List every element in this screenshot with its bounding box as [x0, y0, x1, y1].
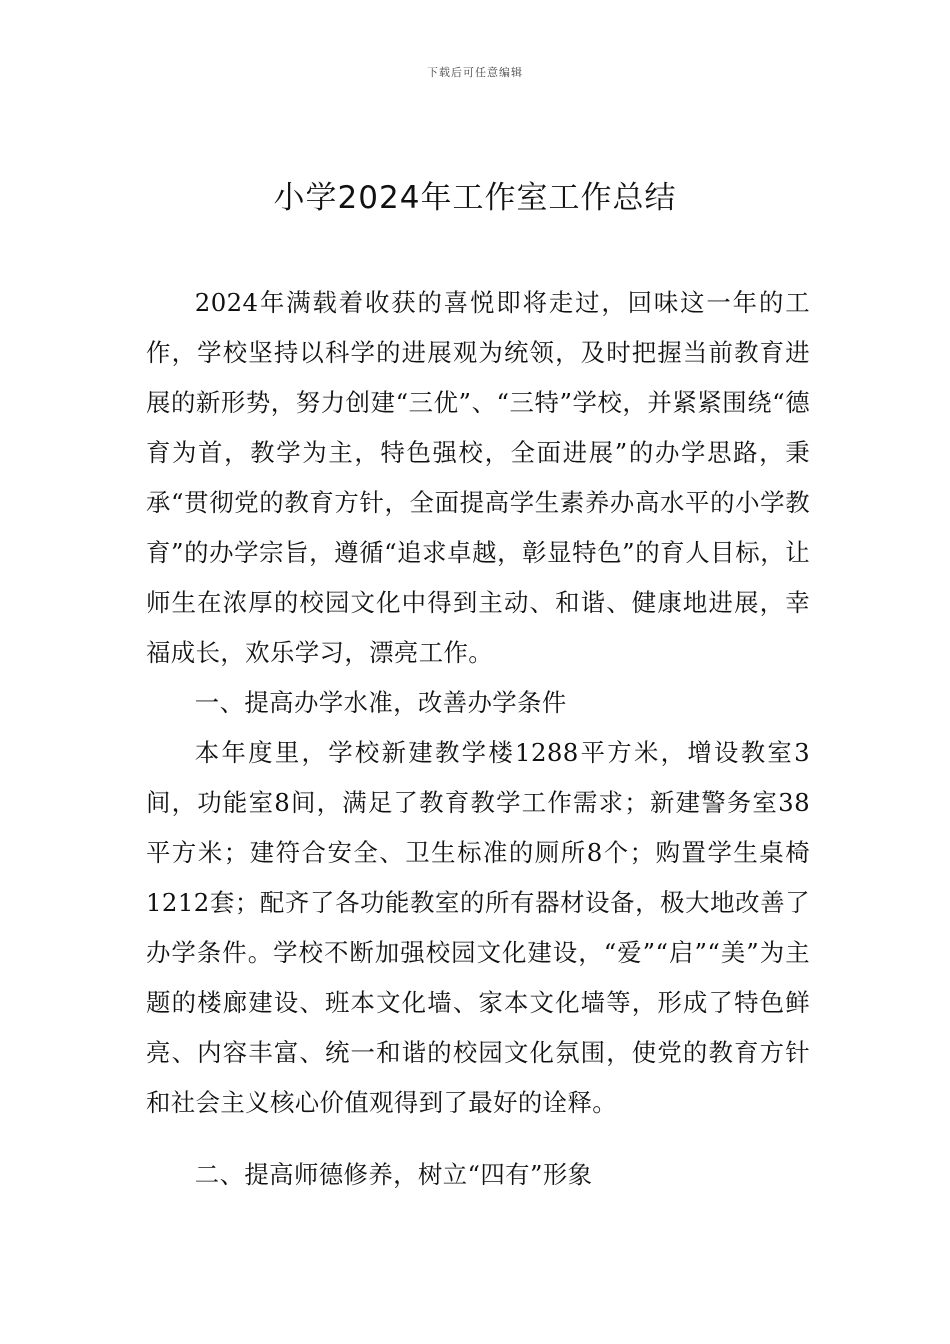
section-heading-1: 一、提高办学水准，改善办学条件: [194, 688, 567, 717]
document-body: [146, 278, 810, 1200]
paragraph-facilities: 本年度里，学校新建教学楼1288平方米，增设教室3间，功能室8间，满足了教育教学工作需求；新建警务室38平方米；建符合安全、卫生标准的厕所8个；购置学生桌椅1212套；配齐了各功能教室的所有器材设备，极大地改善了办学条件。学校不断加强校园文化建设，“爱”“启”“美”为主题的楼廊建设、班本文化墙、家本文化墙等，形成了特色鲜亮、内容丰富、统一和谐的校园文化氛围，使党的教育方针和社会主义核心价值观得到了最好的诠释。: [146, 738, 810, 1117]
document-title: 小学2024年工作室工作总结: [273, 180, 677, 216]
section-heading-2: 二、提高师德修养，树立“四有”形象: [194, 1160, 593, 1189]
paragraph-intro: 2024年满载着收获的喜悦即将走过，回味这一年的工作，学校坚持以科学的进展观为统领，及时把握当前教育进展的新形势，努力创建“三优”、“三特”学校，并紧紧围绕“德育为首，教学为主，特色强校，全面进展”的办学思路，秉承“贯彻党的教育方针，全面提高学生素养办高水平的小学教育”的办学宗旨，遵循“追求卓越，彰显特色”的育人目标，让师生在浓厚的校园文化中得到主动、和谐、健康地进展，幸福成长，欢乐学习，漂亮工作。: [146, 288, 810, 667]
header-note: 下载后可任意编辑: [427, 66, 523, 79]
